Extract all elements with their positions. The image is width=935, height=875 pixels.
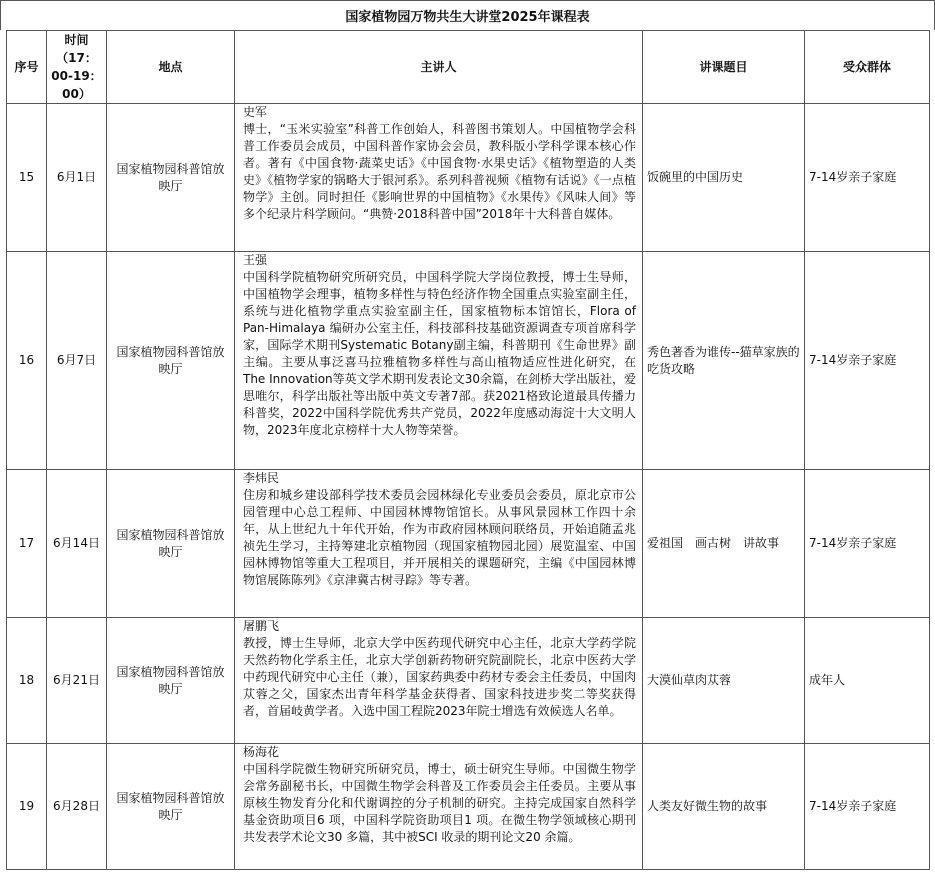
seq-cell: 16 [7,252,47,470]
speaker-bio: 中国科学院微生物研究所研究员，博士，硕士研究生导师。中国微生物学会常务副秘书长，中国微生物学会科普及工作委员会主任委员。主要从事原核生物发育分化和代谢调控的分子机制的研究。主持完成国家自然科学基金资助项目6 项，中国科学院资助项目1 项。在微生物学领域核心期刊共发表学术论文30 多篇，其中被SCI 收录的期刊论文20 余篇。 [243,762,636,844]
speaker-cell [235,470,643,618]
speaker-cell [235,744,643,870]
place-cell: 国家植物园科普馆放映厅 [107,470,235,618]
table-row [7,618,930,744]
header-seq: 序号 [7,31,47,104]
seq-cell: 18 [7,618,47,744]
place-cell: 国家植物园科普馆放映厅 [107,744,235,870]
audience-cell: 7-14岁亲子家庭 [805,252,930,470]
seq-cell: 17 [7,470,47,618]
date-cell: 6月1日 [47,104,107,252]
audience-cell: 7-14岁亲子家庭 [805,104,930,252]
topic-cell: 人类友好微生物的故事 [643,744,805,870]
audience-cell: 成年人 [805,618,930,744]
header-time: 时间（17：00-19：00） [47,31,107,104]
speaker-name: 王强 [243,253,268,267]
schedule-table [6,30,930,870]
header-audience: 受众群体 [805,31,930,104]
speaker-cell [235,104,643,252]
speaker-name: 史军 [243,105,268,119]
seq-cell: 15 [7,104,47,252]
header-topic: 讲课题目 [643,31,805,104]
page-title: 国家植物园万物共生大讲堂2025年课程表 [0,0,935,30]
header-place: 地点 [107,31,235,104]
speaker-cell [235,252,643,470]
speaker-bio: 博士，“玉米实验室”科普工作创始人，科普图书策划人。中国植物学会科普工作委员会成员，中国科普作家协会会员，教科版小学科学课本核心作者。著有《中国食物·蔬菜史话》《中国食物·水果史话》《植物塑造的人类史》《植物学家的锅略大于银河系》。系列科普视频《植物有话说》《一点植物学》主创。同时担任《影响世界的中国植物》《水果传》《风味人间》等多个纪录片科学顾问。“典赞·2018科普中国”2018年十大科普自媒体。 [243,122,636,221]
table-row [7,252,930,470]
speaker-name: 李炜民 [243,471,280,485]
topic-cell: 大漠仙草肉苁蓉 [643,618,805,744]
date-cell: 6月7日 [47,252,107,470]
date-cell: 6月14日 [47,470,107,618]
topic-cell: 饭碗里的中国历史 [643,104,805,252]
header-speaker: 主讲人 [235,31,643,104]
speaker-name: 屠鹏飞 [243,619,280,633]
place-cell: 国家植物园科普馆放映厅 [107,104,235,252]
date-cell: 6月28日 [47,744,107,870]
table-row [7,744,930,870]
speaker-bio: 住房和城乡建设部科学技术委员会园林绿化专业委员会委员，原北京市公园管理中心总工程师、中国园林博物馆馆长。从事风景园林工作四十余年，从上世纪九十年代开始，作为市政府园林顾问联络员，开始追随孟兆祯先生学习，主持筹建北京植物园（现国家植物园北园）展览温室、中国园林博物馆等重大工程项目，并开展相关的课题研究，主编《中国园林博物馆展陈陈列》《京津冀古树寻踪》等专著。 [243,488,636,587]
speaker-cell [235,618,643,744]
audience-cell: 7-14岁亲子家庭 [805,744,930,870]
place-cell: 国家植物园科普馆放映厅 [107,618,235,744]
place-cell: 国家植物园科普馆放映厅 [107,252,235,470]
table-row [7,470,930,618]
topic-cell: 秀色著香为谁传--猫草家族的吃货攻略 [643,252,805,470]
topic-cell: 爱祖国 画古树 讲故事 [643,470,805,618]
speaker-name: 杨海花 [243,745,280,759]
audience-cell: 7-14岁亲子家庭 [805,470,930,618]
speaker-bio: 教授，博士生导师，北京大学中医药现代研究中心主任，北京大学药学院天然药物化学系主任，北京大学创新药物研究院副院长，北京中医药大学中药现代研究中心主任（兼），国家药典委中药材专委会主任委员，中国肉苁蓉之父，国家杰出青年科学基金获得者、国家科技进步奖二等奖获得者，首届岐黄学者。入选中国工程院2023年院士增选有效候选人名单。 [243,636,636,718]
seq-cell: 19 [7,744,47,870]
speaker-bio: 中国科学院植物研究所研究员，中国科学院大学岗位教授，博士生导师，中国植物学会理事，植物多样性与特色经济作物全国重点实验室副主任，系统与进化植物学重点实验室副主任，国家植物标本馆馆长，Flora of Pan-Himalaya 编研办公室主任，科技部科技基础资源调查专项首席科学家，国际学术期刊Systematic Botany副主编，科普期刊《生命世界》副主编。主要从事泛喜马拉雅植物多样性与高山植物适应性进化研究，在The Innovation等英文学术期刊发表论文30余篇，在剑桥大学出版社，爱思唯尔，科学出版社等出版中英文专著7部。获2021格致论道最具传播力科普奖，2022中国科学院优秀共产党员，2022年度感动海淀十大文明人物，2023年度北京榜样十大人物等荣誉。 [243,270,636,437]
table-row [7,104,930,252]
date-cell: 6月21日 [47,618,107,744]
header-row [7,31,930,104]
